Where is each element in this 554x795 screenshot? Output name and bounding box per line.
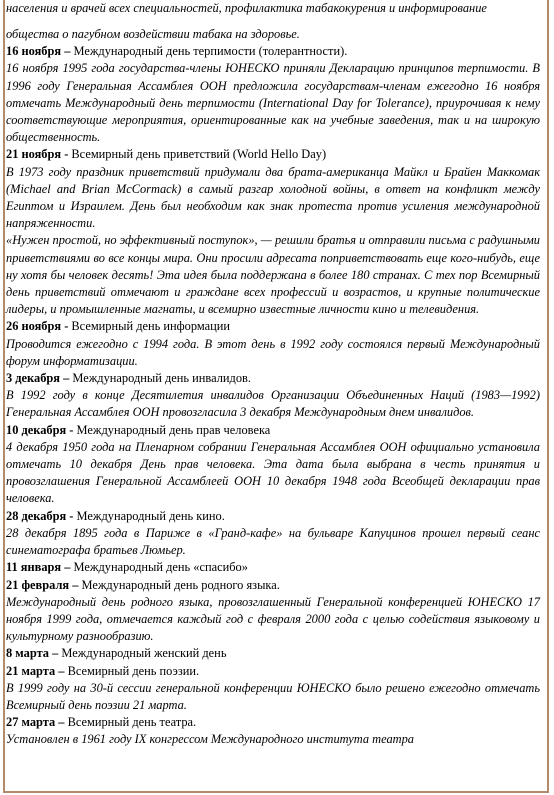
entry-heading [6,577,540,594]
entry-date: 11 января [6,560,62,575]
entry-date: 21 февраля [6,577,70,592]
entry-description: В 1973 году праздник приветствий придумали два брата-американца Майкл и Брайен Маккомак (Michael and Brian McCormack) в самый разгар холодной войны, в ответ на конфликт между Египтом и Израилем. День был необходим как знак протеста против усиления международной напряженности. [6,164,540,231]
entry-separator: – [60,371,73,386]
entry-separator: – [55,715,68,730]
entry-separator: – [61,560,74,575]
entry-description: Установлен в 1961 году IX конгрессом Международного института театра [6,732,414,747]
entry-heading [6,645,540,662]
entry-separator: - [66,422,77,437]
entry-date: 28 декабря [6,508,67,523]
entry-heading [6,318,540,335]
entry-description: Проводится ежегодно с 1994 года. В этот день в 1992 году состоялся первый Международный форум информатизации. [6,336,540,368]
entry-description: «Нужен простой, но эффективный поступок», — решили братья и отправили письма с радушными приветствиями во все концы мира. Они просили адресата поприветствовать еще кого-нибудь, еще ну хотя бы человек десять! Эта идея была поддержана в более 180 странах. С тех пор Всемирный день приветствий отмечают и граждане всех профессий и возрастов, и крупные политические лидеры, и промышленные магнаты, и всемирно известные личности кино и телевидения. [6,233,540,317]
entry-heading [6,422,540,439]
entry-heading [6,146,540,163]
entry-heading [6,508,540,525]
entry-description: В 1992 году в конце Десятилетия инвалидов Организации Объединенных Наций (1983—1992) Генеральная Ассамблея ООН провозгласила 3 декабря Международным днем инвалидов. [6,388,540,420]
entry-title: Международный женский день [61,646,227,661]
entry-title: Всемирный день приветствий (World Hello Day) [71,147,327,162]
entry-title: Международный день прав человека [76,422,271,437]
entry-heading [6,714,540,731]
entry-date: 16 ноября [6,44,62,59]
entry-description: В 1999 году на 30-й сессии генеральной конференции ЮНЕСКО было решено ежегодно отмечать Всемирный день поэзии 21 марта. [6,680,540,712]
entry-separator: – [55,663,68,678]
entry-description: 16 ноября 1995 года государства-члены ЮНЕСКО приняли Декларацию принципов терпимости. В 1996 году Генеральная Ассамблея ООН предложила государствам-членам ежегодно 16 ноября отмечать Международный день терпимости (International Day for Tolerance), приурочивая к нему соответствующие мероприятия, ориентированные как на учебные заведения, так и на широкую общественность. [6,61,540,145]
entry-heading [6,43,540,60]
entry-date: 3 декабря [6,371,60,386]
entry-date: 21 ноября [6,147,62,162]
entry-heading [6,559,540,576]
intro-line-2: общества о пагубном воздействии табака на здоровье. [6,27,300,41]
entry-separator: - [61,319,72,334]
entry-title: Международный день родного языка. [81,577,280,592]
entry-date: 10 декабря [6,422,67,437]
entry-heading [6,663,540,680]
entry-title: Всемирный день театра. [67,715,197,730]
entry-separator: – [61,44,74,59]
entry-separator: – [49,646,62,661]
entry-description: 28 декабря 1895 года в Париже в «Гранд-кафе» на бульваре Капуцинов прошел первый сеанс синематографа братьев Люмьер. [6,525,540,558]
entry-separator: - [66,508,77,523]
entry-date: 21 марта [6,663,56,678]
entry-title: Международный день «спасибо» [73,560,248,575]
entry-date: 27 марта [6,715,56,730]
intro-text [6,0,540,17]
entry-title: Всемирный день информации [71,319,231,334]
entry-description: Международный день родного языка, провозглашенный Генеральной конференцией ЮНЕСКО 17 ноября 1999 года, отмечается каждый год с февраля 2000 года с целью содействия языковому и культурному разнообразию. [6,594,540,644]
entry-separator: - [61,147,72,162]
entry-title: Всемирный день поэзии. [67,663,200,678]
entry-heading [6,370,540,387]
entry-title: Международный день инвалидов. [72,371,251,386]
entry-date: 26 ноября [6,319,62,334]
document-body [6,26,540,749]
entry-date: 8 марта [6,646,50,661]
intro-line-1: населения и врачей всех специальностей, профилактика табакокурения и информирование [6,1,487,15]
entry-title: Международный день кино. [76,508,225,523]
entry-separator: – [69,577,82,592]
entry-description: 4 декабря 1950 года на Пленарном собрании Генеральная Ассамблея ООН официально установила отмечать 10 декабря День прав человека. Эта дата была выбрана в честь принятия и провозглашения Генеральной Ассамблеей ООН 10 декабря 1948 года Всеобщей декларации прав человека. [6,439,540,506]
entry-title: Международный день терпимости (толерантности). [73,44,348,59]
